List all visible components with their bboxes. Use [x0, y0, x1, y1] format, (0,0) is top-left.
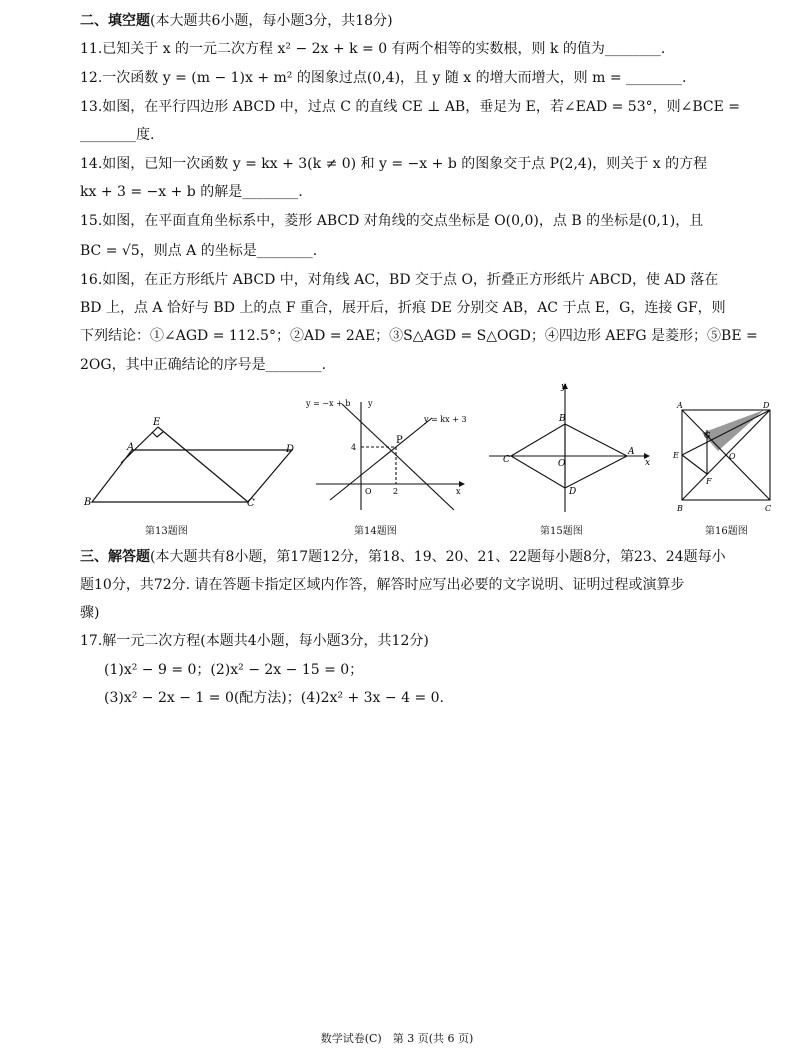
- label-line2: y = kx + 3: [424, 415, 467, 424]
- label-o: O: [729, 452, 736, 461]
- segment-ef: [682, 455, 707, 474]
- section2-note: (本大题共6小题，每小题3分，共18分): [150, 13, 393, 29]
- caption-14: 第14题图: [354, 526, 397, 537]
- line-y-kx-plus-3: [330, 418, 432, 500]
- figure-14: [302, 390, 472, 515]
- question-13-line1: 13.如图，在平行四边形 ABCD 中，过点 C 的直线 CE ⊥ AB，垂足为 E，若∠EAD = 53°，则∠BCE =: [80, 99, 741, 115]
- label-c: C: [247, 498, 255, 509]
- label-x: x: [645, 458, 651, 468]
- question-17-items-1: (1)x² − 9 = 0；(2)x² − 2x − 15 = 0；: [104, 662, 364, 678]
- label-o: O: [365, 487, 372, 496]
- question-14-line1: 14.如图，已知一次函数 y = kx + 3(k ≠ 0) 和 y = −x + b 的图象交于点 P(2,4)，则关于 x 的方程: [80, 156, 708, 172]
- caption-13: 第13题图: [145, 526, 188, 537]
- label-a: A: [628, 447, 635, 457]
- label-b: B: [84, 497, 92, 508]
- label-d: D: [286, 444, 295, 455]
- line-ce: [158, 427, 248, 502]
- label-a: A: [127, 442, 135, 453]
- figure-13: [80, 410, 300, 515]
- label-c: C: [765, 504, 772, 513]
- label-y: y: [561, 382, 567, 392]
- label-e: E: [673, 451, 679, 460]
- figure-16: [668, 398, 783, 518]
- label-2: 2: [393, 487, 399, 496]
- section3-note-line3: 骤): [80, 605, 100, 621]
- question-17-title: 17.解一元二次方程(本题共4小题，每小题3分，共12分): [80, 633, 429, 649]
- question-16-line4: 2OG，其中正确结论的序号是________.: [80, 357, 327, 373]
- question-17-items-2: (3)x² − 2x − 1 = 0(配方法)；(4)2x² + 3x − 4 = 0.: [104, 690, 444, 706]
- question-16-line1: 16.如图，在正方形纸片 ABCD 中，对角线 AC，BD 交于点 O，折叠正方形纸片 ABCD，使 AD 落在: [80, 272, 719, 288]
- label-a: A: [677, 401, 683, 410]
- section3-header: [80, 546, 726, 568]
- label-line1: y = −x + b: [306, 399, 351, 408]
- question-15-line1: 15.如图，在平面直角坐标系中，菱形 ABCD 对角线的交点坐标是 O(0,0)，点 B 的坐标是(0,1)，且: [80, 213, 704, 229]
- question-11: 11.已知关于 x 的一元二次方程 x² − 2x + k = 0 有两个相等的实数根，则 k 的值为________.: [80, 41, 666, 57]
- label-4: 4: [351, 443, 357, 452]
- section3-note-line1: (本大题共有8小题，第17题12分，第18、19、20、21、22题每小题8分，第23、24题每小: [150, 549, 726, 565]
- section2-title: 二、填空题: [80, 13, 150, 29]
- label-e: E: [153, 417, 161, 428]
- label-d: D: [763, 401, 770, 410]
- label-f: F: [706, 477, 712, 486]
- label-o: O: [558, 459, 566, 469]
- caption-16: 第16题图: [705, 526, 748, 537]
- parallelogram-abcd: [92, 450, 292, 502]
- shaded-triangle: [702, 410, 764, 451]
- question-15-line2: BC = √5，则点 A 的坐标是________.: [80, 243, 318, 259]
- label-y: y: [368, 399, 373, 408]
- right-angle-mark: [152, 432, 163, 437]
- question-12: 12.一次函数 y = (m − 1)x + m² 的图象过点(0,4)，且 y 随 x 的增大而增大，则 m = ________.: [80, 70, 687, 86]
- question-13-line2: ________度.: [80, 127, 155, 143]
- label-b: B: [559, 414, 566, 424]
- page-footer: 数学试卷(C) 第 3 页(共 6 页): [320, 1032, 474, 1045]
- label-d: D: [569, 487, 577, 497]
- label-x: x: [456, 487, 461, 496]
- label-p: P: [396, 435, 403, 446]
- section2-header: [80, 10, 393, 32]
- question-16-line3: 下列结论：①∠AGD = 112.5°；②AD = 2AE；③S△AGD = S△OGD；④四边形 AEFG 是菱形；⑤BE =: [80, 328, 758, 344]
- question-16-line2: BD 上，点 A 恰好与 BD 上的点 F 重合，展开后，折痕 DE 分别交 AB，AC 于点 E，G，连接 GF，则: [80, 300, 726, 316]
- question-14-line2: kx + 3 = −x + b 的解是________.: [80, 184, 303, 200]
- caption-15: 第15题图: [540, 526, 583, 537]
- figure-15: [485, 380, 655, 515]
- fold-line-de: [682, 410, 770, 455]
- label-b: B: [677, 504, 683, 513]
- section3-title: 三、解答题: [80, 549, 150, 565]
- label-g: G: [704, 431, 711, 440]
- section3-note-line2: 题10分，共72分. 请在答题卡指定区域内作答，解答时应写出必要的文字说明、证明过程或演算步: [80, 577, 685, 593]
- label-c: C: [503, 455, 510, 465]
